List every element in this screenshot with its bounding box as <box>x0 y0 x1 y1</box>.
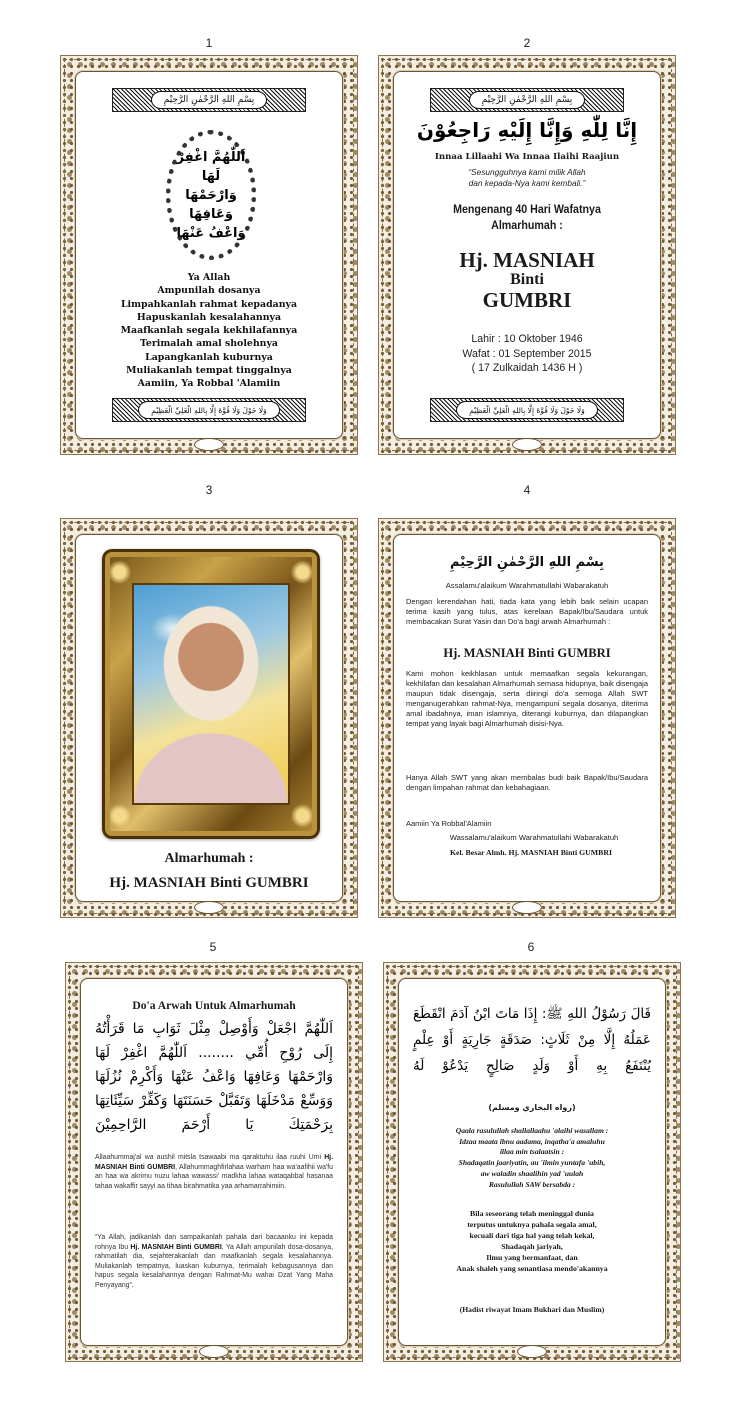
meaning-name: Hj. MASNIAH Binti GUMBRI <box>130 1243 222 1251</box>
hadith-meaning <box>399 1209 665 1274</box>
prayer-line: Lapangkanlah kuburnya <box>145 351 273 363</box>
intro-paragraph: Dengan kerendahan hati, tiada kata yang lebih baik selain ucapan terima kasih yang tulus, atas kerelaan Bapak/Ibu/Saudara untuk membacakan Surat Yasin dan Do'a bagi arwah Almarhumah : <box>406 597 648 627</box>
farewell: Wassalamu'alaikum Warahmatullahi Wabarakatuh <box>449 833 619 842</box>
deceased-name: Hj. MASNIAH Binti GUMBRI <box>109 875 309 891</box>
translit-line: illaa min tsalaatsin : <box>499 1147 565 1157</box>
page-number-6: 6 <box>527 940 535 954</box>
bismillah-text: بِسْمِ اللهِ الرَّحْمٰنِ الرَّحِيْمِ <box>469 91 585 109</box>
hauqalah-banner <box>112 398 306 422</box>
prayer-line: Limpahkanlah rahmat kepadanya <box>120 298 298 310</box>
translit-line: Shadaqatin jaariyatin, au 'ilmin yuntafa 'ubih, <box>458 1158 606 1168</box>
card-inner <box>393 534 661 902</box>
prayer-meaning <box>95 1233 333 1291</box>
latin-prayer-start: Allaahummaj'al wa aushil mitsla tsawaabi ma qaraktuhu ilaa ruuhi Umi <box>95 1154 325 1161</box>
arabic-hadith: قَالَ رَسُوْلُ اللهِ ﷺ: إِذَا مَاتَ ابْنُ آدَمَ انْقَطَعَ عَمَلُهُ إِلَّا مِنْ ثَلَاثٍ: صَدَقَةٍ جَارِيَةٍ أَوْ عِلْمٍ يُنْتَفَعُ بِهِ أَوْ وَلَدٍ صَالِحٍ يَدْعُوْ لَهُ <box>413 1006 651 1074</box>
meaning-line: Anak shaleh yang senantiasa mendo'akannya <box>456 1263 608 1273</box>
hadith-source-arabic: (رواه البخاري ومسلم) <box>488 1103 576 1112</box>
portrait-photo <box>132 583 290 805</box>
meaning-line: “Sesungguhnya kami milik Allah <box>468 167 586 177</box>
translit-line: Rasulullah SAW bersabda : <box>488 1179 576 1189</box>
card-page-2 <box>378 55 676 455</box>
name-line: GUMBRI <box>482 288 572 312</box>
meaning-line: Ilmu yang bermanfaat, dan <box>486 1252 578 1262</box>
prayer-line: Hapuskanlah kesalahannya <box>136 311 282 323</box>
death-date: Wafat : 01 September 2015 <box>462 347 592 360</box>
translit-line: Idzaa maata ibnu aadama, inqatha'a amaluhu <box>459 1136 605 1146</box>
card-page-3 <box>60 518 358 918</box>
signature: Kel. Besar Almh. Hj. MASNIAH Binti GUMBRI <box>449 848 613 857</box>
hijri-date: ( 17 Zulkaidah 1436 H ) <box>471 362 583 374</box>
prayer-line: Aamiin, Ya Robbal 'Alamiin <box>137 378 281 390</box>
prayer-line: Ampunilah dosanya <box>157 285 261 297</box>
calligraphy-center: اَللّٰهُمَّ اغْفِرْ لَهَا وَارْحَمْهَا وَعَافِهَا وَاعْفُ عَنْهَا <box>176 149 246 241</box>
bismillah-banner <box>430 88 624 112</box>
frame-clasp <box>512 901 542 914</box>
greeting: Assalamu'alaikum Warahmatullahi Wabarakatuh <box>445 581 609 590</box>
page-number-4: 4 <box>523 483 531 497</box>
hadith-transliteration <box>399 1126 665 1190</box>
deceased-name <box>394 249 660 311</box>
translit-line: aw waladin shaalihin yad 'uulah <box>480 1168 584 1178</box>
arabic-prayer: اَللّٰهُمَّ اجْعَلْ وَأَوْصِلْ مِثْلَ ثَوَابِ مَا قَرَأْتُهُ إِلَى رُوْحِ أُمِّي ........ اَللّٰهُمَّ اغْفِرْ لَهَا وَارْحَمْهَا وَعَافِهَا وَاعْفُ عَنْهَا وَأَكْرِمْ نُزُلَهَا وَوَسِّعْ مَدْخَلَهَا وَتَقَبَّلْ حَسَنَتَهَا وَكَفِّرْ سَيِّئَاتِهَا بِرَحْمَتِكَ يَا أَرْحَمَ الرَّاحِمِيْنَ <box>95 1021 333 1133</box>
calligraphy-emblem <box>166 130 256 260</box>
life-dates <box>394 332 660 376</box>
meaning-line: kecuali dari tiga hal yang telah kekal, <box>469 1230 595 1240</box>
hauqalah-text: وَلَا حَوْلَ وَلَا قُوَّةَ إِلَّا بِاللهِ الْعَلِيِّ الْعَظِيْمِ <box>456 401 597 419</box>
deceased-name: Hj. MASNIAH Binti GUMBRI <box>443 646 611 660</box>
birth-date: Lahir : 10 Oktober 1946 <box>471 333 583 345</box>
card-page-5 <box>65 962 363 1362</box>
card-page-6 <box>383 962 681 1362</box>
hadith-source: (Hadist riwayat Imam Bukhari dan Muslim) <box>459 1305 605 1314</box>
prayer-lines <box>76 271 342 391</box>
meaning-line: terputus untuknya pahala segala amal, <box>467 1219 597 1229</box>
hauqalah-banner <box>430 398 624 422</box>
heading-line: Almarhumah : <box>491 219 563 232</box>
meaning-end: , Ya Allah ampunilah dosa-dosanya, rahmatilah dia, sejahterakanlah dan maafkanlah segala kesalahannya. Muliakanlah tempatnya, luaskan kuburnya, terimalah kebagusannya dan hapus segala kesalahannya dengan Rahmat-Mu wahai Dzat Yang Maha Penyayang”. <box>95 1243 333 1289</box>
translit-line: Qaala rasulullah shallallaahu 'alaihi wasallam : <box>455 1126 609 1135</box>
prayer-line: Maafkanlah segala kekhilafannya <box>120 325 298 337</box>
almarhumah-label: Almarhumah : <box>164 851 254 866</box>
istirja-meaning <box>394 167 660 189</box>
page-number-1: 1 <box>205 36 213 50</box>
prayer-line: Terimalah amal sholehnya <box>140 338 278 350</box>
frame-clasp <box>194 901 224 914</box>
prayer-title: Do'a Arwah Untuk Almarhumah <box>132 999 296 1012</box>
calligraphy-ring <box>166 130 256 260</box>
closing-paragraph: Hanya Allah SWT yang akan membalas budi baik Bapak/Ibu/Saudara dengan limpahan rahmat dan kebahagiaan. <box>406 773 648 793</box>
aamiin-line: Aamiin Ya Robbal'Alamiin <box>406 819 492 828</box>
prayer-line: Ya Allah <box>187 272 231 283</box>
page-number-2: 2 <box>523 36 531 50</box>
latin-prayer <box>95 1153 333 1191</box>
card-inner <box>80 978 348 1346</box>
card-inner <box>398 978 666 1346</box>
frame-clasp <box>512 438 542 451</box>
page-number-3: 3 <box>205 483 213 497</box>
card-inner <box>75 534 343 902</box>
heading-line: Mengenang 40 Hari Wafatnya <box>453 203 601 216</box>
meaning-line: Bila seseorang telah meninggal dunia <box>470 1209 594 1218</box>
hauqalah-text: وَلَا حَوْلَ وَلَا قُوَّةَ إِلَّا بِاللهِ الْعَلِيِّ الْعَظِيْمِ <box>138 401 279 419</box>
frame-clasp <box>517 1345 547 1358</box>
bismillah-text: بِسْمِ اللهِ الرَّحْمٰنِ الرَّحِيْمِ <box>151 91 267 109</box>
card-page-4 <box>378 518 676 918</box>
card-inner <box>393 71 661 439</box>
latin-prayer-end: , Allahummaghfirlahaa warham haa wa'aafihii wa'fu an haa wa akrimu nuzu lahaa wawassi' madkha lahaa wataqabbal hasanaa tahaa wakaffir sayyi aa tihaa birahmatika yaa arhamarrahimiin. <box>95 1163 333 1190</box>
bismillah-banner <box>112 88 306 112</box>
name-line: Hj. MASNIAH <box>459 248 595 272</box>
bismillah-calligraphy: بِسْمِ اللهِ الرَّحْمٰنِ الرَّحِيْمِ <box>450 555 604 570</box>
istirja-arabic: إِنَّا لِلّٰهِ وَإِنَّا إِلَيْهِ رَاجِعُوْنَ <box>416 118 638 142</box>
istirja-transliteration: Innaa Lillaahi Wa Innaa Ilaihi Raajiun <box>434 152 620 162</box>
gold-picture-frame <box>102 549 320 839</box>
card-page-1 <box>60 55 358 455</box>
frame-clasp <box>194 438 224 451</box>
memorial-heading <box>405 202 650 234</box>
meaning-line: dan kepada-Nya kami kembali.” <box>468 178 586 188</box>
frame-clasp <box>199 1345 229 1358</box>
prayer-line: Muliakanlah tempat tinggalnya <box>126 365 292 377</box>
latin-prayer-name: Hj. MASNIAH Binti GUMBRI <box>95 1154 333 1171</box>
meaning-start: “Ya Allah, jadikanlah dan sampaikanlah pahala dari bacaanku ini kepada rohnya Ibu <box>95 1234 333 1251</box>
card-inner <box>75 71 343 439</box>
meaning-line: Shadaqah jariyah, <box>501 1241 563 1251</box>
body-paragraph: Kami mohon keikhlasan untuk memaafkan segala kekurangan, kekhilafan dan kesalahan Almarhumah semasa hidupnya, baik disengaja maupun tidak disengaja, serta diiringi do'a semoga Allah SWT menganugerahkan rahmat-Nya, mengampuni segala dosanya, diterima amal ibadahnya, iman islamnya, diterangi kuburnya, dan dilapangkan tempat yang layak bagi Almarhumah disisi-Nya. <box>406 669 648 729</box>
page-number-5: 5 <box>209 940 217 954</box>
name-line: Binti <box>510 271 544 288</box>
